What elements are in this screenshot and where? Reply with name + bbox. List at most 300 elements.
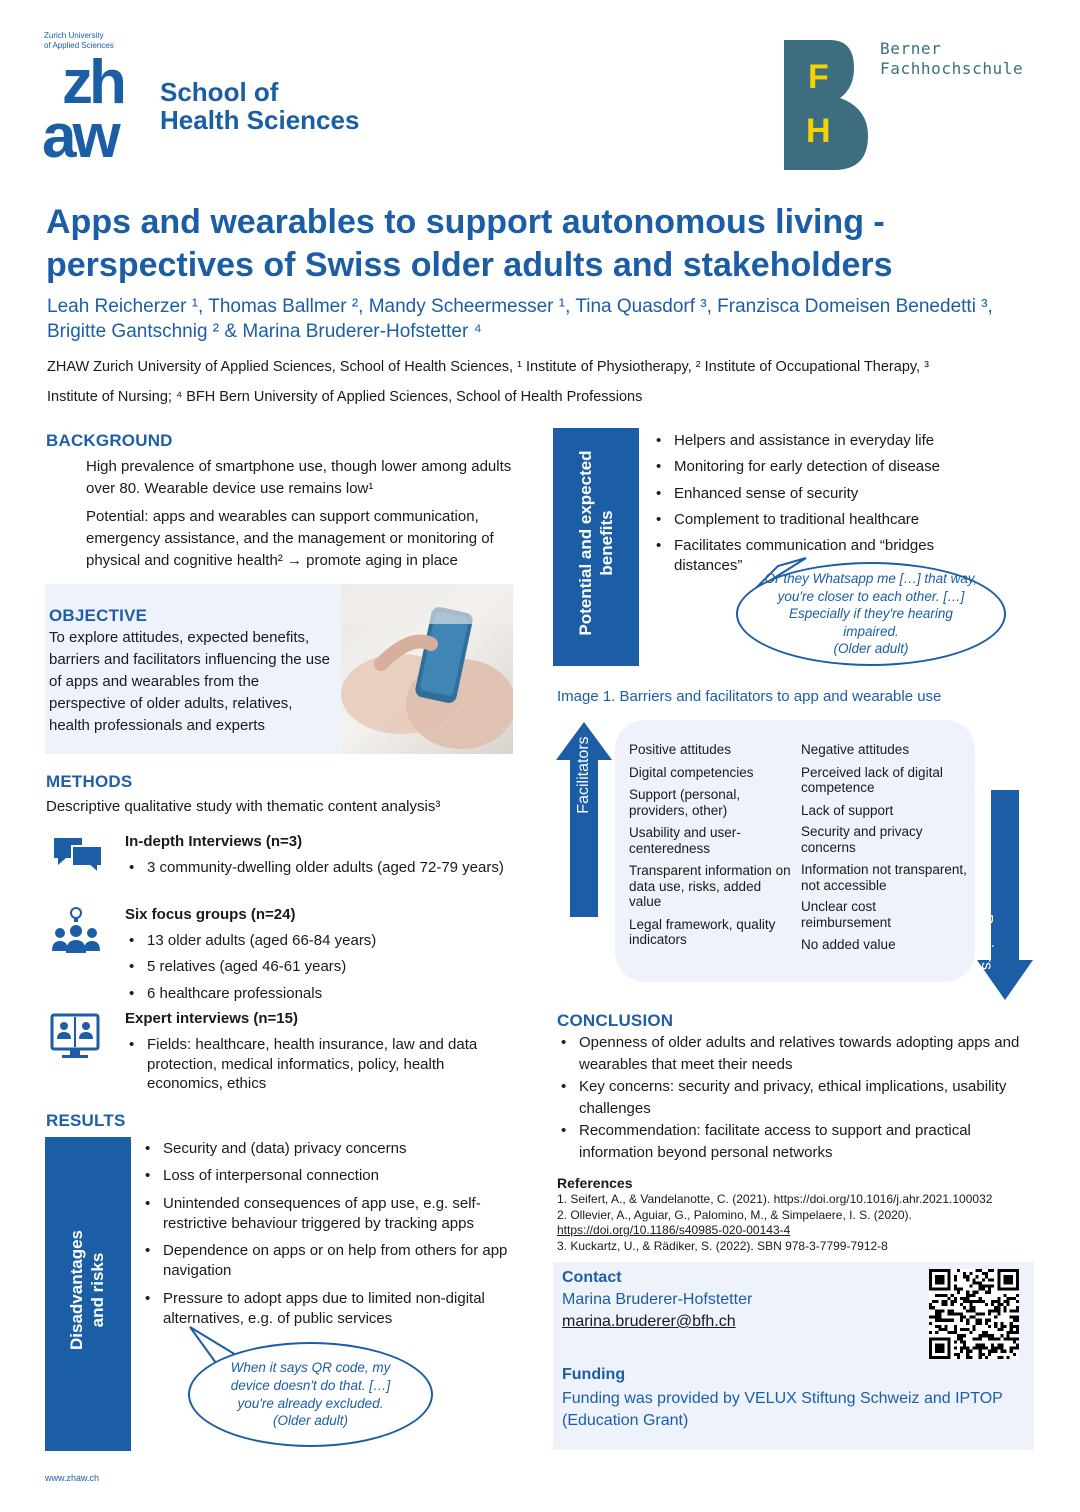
benefits-quote-source: (Older adult) bbox=[833, 641, 909, 657]
qr-module bbox=[1000, 1356, 1003, 1359]
qr-module bbox=[945, 1328, 948, 1331]
barrier-item: Information not transparent, not accessible bbox=[801, 862, 967, 893]
zhaw-logo bbox=[42, 48, 152, 171]
qr-module bbox=[966, 1319, 969, 1322]
qr-module bbox=[954, 1328, 957, 1331]
facilitators-label: Facilitators bbox=[575, 736, 592, 814]
qr-module bbox=[1013, 1316, 1016, 1319]
benefits-list bbox=[652, 431, 972, 582]
qr-module bbox=[954, 1300, 957, 1303]
qr-module bbox=[1007, 1300, 1010, 1303]
qr-module bbox=[1000, 1350, 1003, 1353]
qr-module bbox=[979, 1347, 982, 1350]
qr-module bbox=[988, 1288, 991, 1291]
qr-module bbox=[929, 1316, 932, 1319]
references-list bbox=[557, 1192, 1037, 1254]
qr-module bbox=[985, 1291, 988, 1294]
qr-module bbox=[963, 1272, 966, 1275]
facilitator-item: Legal framework, quality indicators bbox=[629, 916, 776, 948]
qr-module bbox=[954, 1331, 957, 1334]
qr-module bbox=[979, 1350, 982, 1353]
qr-module bbox=[1010, 1350, 1013, 1353]
benefits-label bbox=[575, 438, 618, 648]
qr-module bbox=[985, 1356, 988, 1359]
qr-module bbox=[1007, 1297, 1010, 1300]
zhaw-small-line2: of Applied Sciences bbox=[44, 41, 114, 50]
method-item: • 5 relatives (aged 46-61 years) bbox=[125, 957, 505, 977]
qr-module bbox=[982, 1353, 985, 1356]
qr-module bbox=[951, 1319, 954, 1322]
method-item: • Fields: healthcare, health insurance, law and data protection, medical informatics, policy, health economics, ethics bbox=[125, 1035, 510, 1094]
qr-module bbox=[976, 1275, 979, 1278]
reference-item: 2. Ollevier, A., Aguiar, G., Palomino, M., & Simpelaere, I. S. (2020). bbox=[557, 1207, 912, 1222]
qr-module bbox=[960, 1316, 963, 1319]
conclusion-item: • Key concerns: security and privacy, ethical implications, usability challenges bbox=[557, 1076, 1037, 1120]
qr-module bbox=[985, 1334, 988, 1337]
qr-module bbox=[1007, 1337, 1010, 1340]
qr-module bbox=[1016, 1337, 1019, 1340]
qr-module bbox=[1003, 1337, 1006, 1340]
qr-module bbox=[991, 1303, 994, 1306]
qr-module bbox=[979, 1285, 982, 1288]
qr-module bbox=[957, 1269, 960, 1272]
qr-module bbox=[969, 1272, 972, 1275]
reference-link[interactable]: https://doi.org/10.1186/s40985-020-00143-4 bbox=[557, 1223, 791, 1238]
method-group-title: Expert interviews (n=15) bbox=[125, 1010, 298, 1027]
barriers-label: Barriers bbox=[978, 914, 995, 971]
qr-module bbox=[972, 1291, 975, 1294]
affiliations-line1: ZHAW Zurich University of Applied Sciences, School of Health Sciences, ¹ Institute of Physiotherapy, ² Institute of Occupational Therapy, ³ bbox=[47, 359, 929, 375]
background-list bbox=[46, 456, 516, 572]
qr-module bbox=[972, 1300, 975, 1303]
qr-module bbox=[976, 1343, 979, 1346]
qr-module bbox=[994, 1300, 997, 1303]
qr-module bbox=[938, 1312, 941, 1315]
qr-code-pattern bbox=[929, 1269, 1019, 1359]
contact-heading: Contact bbox=[562, 1269, 622, 1286]
funding-heading: Funding bbox=[562, 1366, 626, 1383]
qr-module bbox=[935, 1319, 938, 1322]
qr-module bbox=[972, 1278, 975, 1281]
qr-module bbox=[966, 1300, 969, 1303]
background-item: High prevalence of smartphone use, though lower among adults over 80. Wearable device use remains low¹ bbox=[86, 458, 512, 497]
qr-module bbox=[985, 1322, 988, 1325]
qr-module bbox=[963, 1300, 966, 1303]
qr-module bbox=[963, 1316, 966, 1319]
qr-module bbox=[1010, 1316, 1013, 1319]
method-group-list bbox=[125, 931, 505, 1009]
benefit-item: • Complement to traditional healthcare bbox=[652, 510, 972, 530]
qr-module bbox=[985, 1272, 988, 1275]
bfh-letter-h: H bbox=[806, 112, 831, 150]
method-group-list bbox=[125, 858, 505, 883]
qr-module bbox=[972, 1316, 975, 1319]
qr-module bbox=[982, 1347, 985, 1350]
qr-module bbox=[979, 1300, 982, 1303]
qr-module bbox=[976, 1312, 979, 1315]
qr-module bbox=[945, 1319, 948, 1322]
qr-module bbox=[1007, 1334, 1010, 1337]
qr-module bbox=[954, 1312, 957, 1315]
qr-module bbox=[979, 1319, 982, 1322]
qr-module bbox=[1013, 1340, 1016, 1343]
qr-module bbox=[935, 1294, 938, 1297]
qr-code[interactable] bbox=[929, 1269, 1019, 1359]
qr-module bbox=[997, 1297, 1000, 1300]
results-quote-source: (Older adult) bbox=[272, 1413, 349, 1429]
disadvantages-label-line2: and risks bbox=[88, 1252, 108, 1328]
qr-module bbox=[988, 1291, 991, 1294]
qr-module bbox=[941, 1300, 944, 1303]
qr-module bbox=[1016, 1294, 1019, 1297]
footer-url[interactable]: www.zhaw.ch bbox=[45, 1473, 100, 1483]
result-item: • Security and (data) privacy concerns bbox=[141, 1139, 513, 1159]
barrier-item: Unclear cost reimbursement bbox=[801, 899, 892, 930]
qr-module bbox=[941, 1328, 944, 1331]
background-heading: BACKGROUND bbox=[46, 431, 173, 450]
qr-module bbox=[972, 1281, 975, 1284]
qr-module bbox=[960, 1303, 963, 1306]
bfh-name bbox=[880, 39, 1023, 79]
zhaw-small-line1: Zurich University bbox=[44, 31, 104, 40]
zhaw-logo-aw: aw bbox=[42, 102, 117, 171]
qr-module bbox=[997, 1306, 1000, 1309]
qr-module bbox=[1000, 1328, 1003, 1331]
qr-module bbox=[1016, 1325, 1019, 1328]
qr-module bbox=[988, 1269, 991, 1272]
qr-module bbox=[979, 1353, 982, 1356]
qr-module bbox=[963, 1297, 966, 1300]
qr-module bbox=[997, 1337, 1000, 1340]
qr-module bbox=[938, 1294, 941, 1297]
qr-module bbox=[957, 1337, 960, 1340]
qr-module bbox=[954, 1297, 957, 1300]
qr-module bbox=[969, 1316, 972, 1319]
image1-caption: Image 1. Barriers and facilitators to app and wearable use bbox=[557, 688, 942, 705]
zhaw-logo-zh: zh bbox=[62, 48, 123, 117]
qr-module bbox=[960, 1312, 963, 1315]
qr-module bbox=[948, 1297, 951, 1300]
qr-module bbox=[1013, 1353, 1016, 1356]
benefit-item: • Helpers and assistance in everyday life bbox=[652, 431, 972, 451]
objective-heading: OBJECTIVE bbox=[49, 606, 148, 625]
qr-module bbox=[1000, 1322, 1003, 1325]
benefits-quote-bubble bbox=[736, 562, 1006, 666]
qr-module bbox=[963, 1347, 966, 1350]
qr-module bbox=[963, 1328, 966, 1331]
video-call-icon bbox=[50, 1013, 102, 1061]
qr-module bbox=[1003, 1350, 1006, 1353]
qr-module bbox=[994, 1347, 997, 1350]
qr-module bbox=[948, 1309, 951, 1312]
qr-module bbox=[1010, 1297, 1013, 1300]
qr-module bbox=[985, 1275, 988, 1278]
method-group-title: Six focus groups (n=24) bbox=[125, 906, 296, 923]
qr-module bbox=[997, 1300, 1000, 1303]
qr-module bbox=[1013, 1319, 1016, 1322]
method-item: • 6 healthcare professionals bbox=[125, 984, 505, 1004]
qr-module bbox=[1016, 1328, 1019, 1331]
qr-module bbox=[951, 1300, 954, 1303]
qr-module bbox=[1010, 1337, 1013, 1340]
qr-module bbox=[960, 1288, 963, 1291]
qr-module bbox=[988, 1350, 991, 1353]
disadvantages-label-line1: Disadvantages bbox=[67, 1230, 86, 1350]
qr-module bbox=[954, 1285, 957, 1288]
qr-module bbox=[935, 1331, 938, 1334]
school-name-line1: School of bbox=[160, 77, 279, 107]
facilitator-item: Support (personal, providers, other) bbox=[629, 787, 741, 818]
qr-module bbox=[957, 1334, 960, 1337]
qr-module bbox=[979, 1288, 982, 1291]
benefits-label-line1: Potential and expected bbox=[576, 450, 595, 636]
qr-module bbox=[1000, 1325, 1003, 1328]
group-lightbulb-icon bbox=[50, 905, 102, 955]
qr-module bbox=[991, 1343, 994, 1346]
qr-module bbox=[954, 1340, 957, 1343]
qr-module bbox=[982, 1331, 985, 1334]
qr-module bbox=[976, 1319, 979, 1322]
benefit-item: • Facilitates communication and “bridges distances” bbox=[652, 536, 972, 577]
authors bbox=[47, 294, 993, 344]
qr-module bbox=[1003, 1300, 1006, 1303]
qr-module bbox=[1016, 1347, 1019, 1350]
qr-module bbox=[941, 1294, 944, 1297]
qr-module bbox=[932, 1316, 935, 1319]
qr-module bbox=[969, 1350, 972, 1353]
qr-module bbox=[988, 1325, 991, 1328]
barriers-column bbox=[801, 742, 969, 959]
qr-module bbox=[994, 1350, 997, 1353]
qr-module bbox=[972, 1337, 975, 1340]
bfh-logo bbox=[784, 40, 868, 170]
qr-module bbox=[932, 1306, 935, 1309]
qr-module bbox=[969, 1306, 972, 1309]
qr-module bbox=[960, 1347, 963, 1350]
qr-module bbox=[985, 1285, 988, 1288]
qr-module bbox=[966, 1297, 969, 1300]
affiliations bbox=[47, 352, 929, 412]
qr-module bbox=[1003, 1325, 1006, 1328]
qr-module bbox=[1016, 1300, 1019, 1303]
results-quote-text: When it says QR code, my device doesn't do that. […] you're already excluded. bbox=[230, 1360, 391, 1411]
qr-module bbox=[951, 1312, 954, 1315]
qr-module bbox=[1013, 1331, 1016, 1334]
result-item: • Pressure to adopt apps due to limited non-digital alternatives, e.g. of public services bbox=[141, 1289, 513, 1330]
qr-module bbox=[935, 1316, 938, 1319]
qr-module bbox=[960, 1340, 963, 1343]
conclusion-list bbox=[557, 1032, 1037, 1169]
benefit-item: • Monitoring for early detection of disease bbox=[652, 457, 972, 477]
qr-module bbox=[1010, 1331, 1013, 1334]
references-heading: References bbox=[557, 1175, 633, 1191]
qr-module bbox=[945, 1300, 948, 1303]
qr-module bbox=[1013, 1309, 1016, 1312]
qr-module bbox=[969, 1309, 972, 1312]
qr-module bbox=[957, 1291, 960, 1294]
qr-module bbox=[991, 1269, 994, 1272]
qr-module bbox=[941, 1319, 944, 1322]
qr-module bbox=[948, 1331, 951, 1334]
qr-module bbox=[935, 1309, 938, 1312]
qr-module bbox=[1016, 1319, 1019, 1322]
qr-module bbox=[966, 1322, 969, 1325]
title-line1: Apps and wearables to support autonomous living - bbox=[46, 203, 885, 241]
qr-module bbox=[1003, 1306, 1006, 1309]
qr-module bbox=[988, 1334, 991, 1337]
qr-module bbox=[991, 1347, 994, 1350]
qr-module bbox=[991, 1334, 994, 1337]
qr-module bbox=[988, 1309, 991, 1312]
reference-item: 1. Seifert, A., & Vandelanotte, C. (2021). https://doi.org/10.1016/j.ahr.2021.100032 bbox=[557, 1192, 993, 1206]
barrier-item: Security and privacy concerns bbox=[801, 824, 923, 855]
qr-module bbox=[1003, 1309, 1006, 1312]
qr-module bbox=[982, 1285, 985, 1288]
qr-module bbox=[1010, 1347, 1013, 1350]
qr-module bbox=[976, 1322, 979, 1325]
qr-module bbox=[994, 1337, 997, 1340]
qr-module bbox=[938, 1319, 941, 1322]
qr-module bbox=[941, 1309, 944, 1312]
qr-module bbox=[997, 1303, 1000, 1306]
qr-module bbox=[991, 1278, 994, 1281]
qr-module bbox=[972, 1306, 975, 1309]
qr-module bbox=[938, 1328, 941, 1331]
conclusion-item: • Recommendation: facilitate access to support and practical information beyond personal networks bbox=[557, 1120, 1037, 1164]
qr-module bbox=[982, 1343, 985, 1346]
qr-module bbox=[988, 1278, 991, 1281]
funding-text: Funding was provided by VELUX Stiftung Schweiz and IPTOP (Education Grant) bbox=[562, 1390, 1003, 1429]
qr-module bbox=[966, 1275, 969, 1278]
qr-module bbox=[979, 1334, 982, 1337]
qr-module bbox=[976, 1291, 979, 1294]
barrier-item: No added value bbox=[801, 937, 896, 953]
qr-module bbox=[966, 1291, 969, 1294]
qr-module bbox=[1007, 1303, 1010, 1306]
qr-module bbox=[972, 1325, 975, 1328]
qr-module bbox=[988, 1337, 991, 1340]
qr-module bbox=[1010, 1325, 1013, 1328]
qr-module bbox=[954, 1278, 957, 1281]
facilitator-item: Positive attitudes bbox=[629, 742, 732, 757]
qr-module bbox=[1007, 1331, 1010, 1334]
photo-illustration bbox=[341, 584, 513, 754]
benefit-item: • Enhanced sense of security bbox=[652, 484, 972, 504]
qr-module bbox=[1016, 1331, 1019, 1334]
qr-module bbox=[994, 1309, 997, 1312]
benefits-quote-text: Or they Whatsapp me […] that way, you're closer to each other. […] Especially if they're hearing impaired. bbox=[764, 571, 978, 639]
qr-module bbox=[948, 1319, 951, 1322]
qr-module bbox=[1013, 1325, 1016, 1328]
results-heading: RESULTS bbox=[46, 1111, 126, 1130]
qr-module bbox=[997, 1347, 1000, 1350]
qr-module bbox=[976, 1300, 979, 1303]
qr-module bbox=[960, 1334, 963, 1337]
qr-module bbox=[972, 1309, 975, 1312]
bfh-letter-f: F bbox=[808, 58, 829, 96]
qr-module bbox=[991, 1285, 994, 1288]
qr-module bbox=[938, 1325, 941, 1328]
qr-module bbox=[982, 1334, 985, 1337]
qr-module bbox=[985, 1303, 988, 1306]
result-item: • Loss of interpersonal connection bbox=[141, 1166, 513, 1186]
contact-email[interactable]: marina.bruderer@bfh.ch bbox=[562, 1313, 736, 1330]
method-group-title: In-depth Interviews (n=3) bbox=[125, 833, 303, 850]
methods-heading: METHODS bbox=[46, 772, 133, 791]
qr-module bbox=[969, 1331, 972, 1334]
qr-module bbox=[1013, 1297, 1016, 1300]
qr-module bbox=[957, 1356, 960, 1359]
qr-module bbox=[988, 1285, 991, 1288]
qr-module bbox=[1000, 1347, 1003, 1350]
facilitators-column bbox=[629, 742, 791, 954]
bfh-name-line1: Berner bbox=[880, 39, 942, 58]
qr-module bbox=[1016, 1306, 1019, 1309]
qr-module bbox=[960, 1319, 963, 1322]
facilitator-item: Digital competencies bbox=[629, 764, 754, 780]
qr-module bbox=[1003, 1294, 1006, 1297]
qr-module bbox=[985, 1319, 988, 1322]
qr-module bbox=[966, 1347, 969, 1350]
qr-module bbox=[982, 1272, 985, 1275]
methods-intro: Descriptive qualitative study with thematic content analysis³ bbox=[46, 798, 441, 815]
qr-module bbox=[991, 1337, 994, 1340]
qr-module bbox=[991, 1309, 994, 1312]
qr-module bbox=[932, 1300, 935, 1303]
qr-module bbox=[976, 1337, 979, 1340]
qr-module bbox=[1007, 1356, 1010, 1359]
qr-module bbox=[994, 1306, 997, 1309]
qr-module bbox=[997, 1309, 1000, 1312]
qr-module bbox=[976, 1281, 979, 1284]
qr-module bbox=[982, 1312, 985, 1315]
disadvantages-label bbox=[66, 1220, 109, 1360]
results-quote-bubble bbox=[188, 1342, 433, 1447]
qr-module bbox=[969, 1294, 972, 1297]
qr-module bbox=[979, 1343, 982, 1346]
qr-module bbox=[954, 1353, 957, 1356]
qr-module bbox=[929, 1322, 932, 1325]
qr-module bbox=[972, 1294, 975, 1297]
qr-module bbox=[966, 1294, 969, 1297]
qr-module bbox=[979, 1297, 982, 1300]
title-line2: perspectives of Swiss older adults and stakeholders bbox=[46, 246, 893, 284]
qr-module bbox=[1010, 1322, 1013, 1325]
qr-module bbox=[994, 1322, 997, 1325]
qr-module bbox=[997, 1328, 1000, 1331]
qr-module bbox=[976, 1347, 979, 1350]
qr-module bbox=[960, 1350, 963, 1353]
qr-module bbox=[960, 1337, 963, 1340]
qr-module bbox=[951, 1331, 954, 1334]
qr-module bbox=[938, 1316, 941, 1319]
qr-module bbox=[938, 1309, 941, 1312]
qr-module bbox=[963, 1275, 966, 1278]
qr-module bbox=[972, 1328, 975, 1331]
facilitator-item: Usability and user-centeredness bbox=[629, 825, 741, 856]
poster-title bbox=[46, 201, 893, 287]
qr-module bbox=[957, 1312, 960, 1315]
qr-module bbox=[994, 1325, 997, 1328]
qr-module bbox=[1010, 1309, 1013, 1312]
barrier-item: Negative attitudes bbox=[801, 742, 910, 757]
method-group-list bbox=[125, 1035, 510, 1099]
qr-module bbox=[994, 1316, 997, 1319]
objective-text: To explore attitudes, expected benefits, barriers and facilitators influencing the use of apps and wearables from the perspective of older adults, relatives, health professionals and experts bbox=[49, 629, 330, 734]
qr-module bbox=[948, 1312, 951, 1315]
qr-module bbox=[951, 1294, 954, 1297]
qr-module bbox=[966, 1278, 969, 1281]
